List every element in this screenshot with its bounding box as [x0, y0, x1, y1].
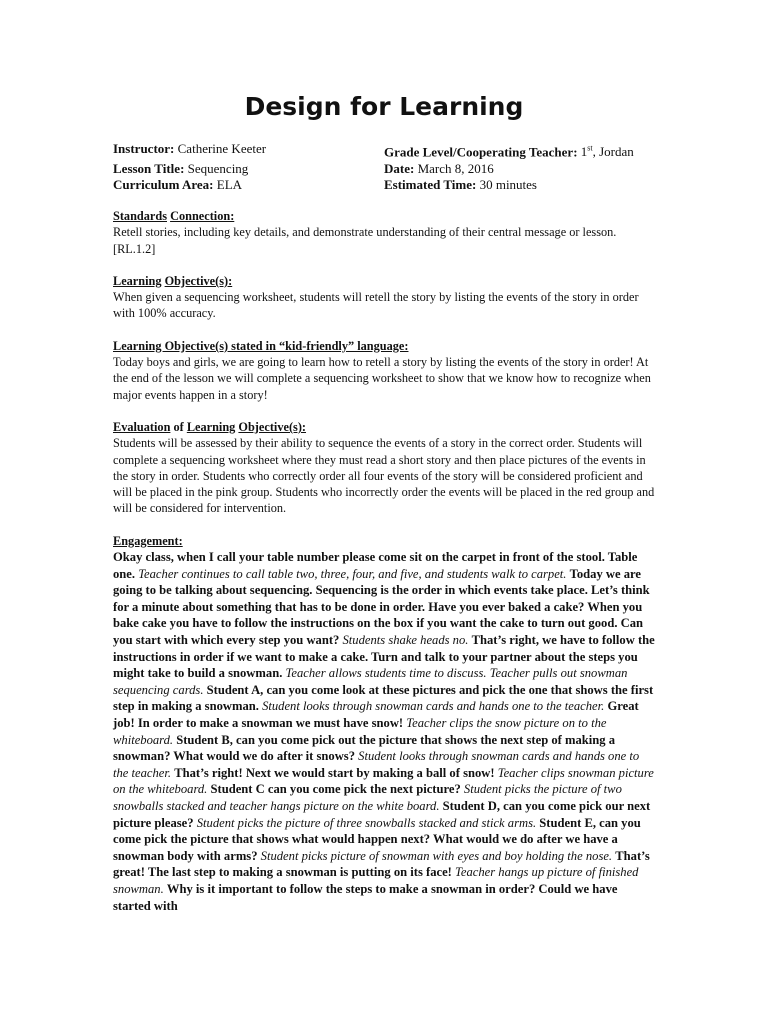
grade-ordinal: st [587, 144, 593, 153]
info-row [113, 141, 653, 161]
stage-direction: Student picks picture of snowman with eyes and boy holding the nose. [260, 848, 613, 863]
stage-direction: Student picks the picture of three snowballs stacked and stick arms. [196, 815, 537, 830]
curriculum-area-value: ELA [216, 177, 243, 193]
stage-direction: Student picks the picture of two snowballs stacked and teacher hangs picture on the white board. [113, 782, 622, 813]
curriculum-area-label: Curriculum Area: [113, 177, 214, 193]
stage-direction: Students shake heads no. [342, 633, 469, 648]
teacher-speech: Why is it important to follow the steps to make a snowman in order? Could we have started with [113, 881, 618, 913]
curriculum-area-field [113, 177, 384, 194]
kid-friendly-text: Today boys and girls, we are going to learn how to retell a story by listing the events of the story in order! At the end of the lesson we will complete a sequencing worksheet to show that we know how to recognize when major events happen in a story! [113, 355, 651, 402]
instructor-field [113, 141, 384, 161]
objectives-section [113, 273, 655, 322]
teacher-speech: That’s great! The last step to making a snowman is putting on its face! [113, 848, 650, 880]
teacher-speech: That’s right! Next we would start by making a ball of snow! [174, 765, 495, 780]
standards-text: Retell stories, including key details, and demonstrate understanding of their central message or lesson. [RL.1.2] [113, 225, 617, 256]
lesson-title-label: Lesson Title: [113, 160, 185, 176]
objectives-heading-word: Objective(s): [164, 273, 233, 288]
instructor-value: Catherine Keeter [177, 141, 267, 156]
estimated-time-value: 30 minutes [479, 177, 537, 193]
teacher-speech: Student C can you come pick the next picture? [210, 782, 461, 797]
evaluation-heading [113, 419, 655, 435]
info-row [113, 177, 653, 194]
document-body [113, 208, 655, 914]
objectives-heading-word: Objective(s): [238, 419, 307, 434]
engagement-section [113, 533, 655, 914]
teacher-speech: Student B, can you come pick out the picture that shows the next step of making a snowman? What would we do after it snows? [113, 732, 616, 764]
instructor-label: Instructor: [113, 141, 175, 156]
objectives-heading [113, 273, 655, 289]
page-title: Design for Learning [244, 92, 524, 121]
engagement-script [113, 549, 655, 914]
grade-value [581, 144, 634, 159]
learning-heading-word: Learning [186, 419, 236, 434]
stage-direction: Student looks through snowman cards and hands one to the teacher. [262, 699, 605, 714]
teacher-speech: Student A, can you come look at these pictures and pick the one that shows the first step in making a snowman. [113, 682, 654, 714]
estimated-time-label: Estimated Time: [384, 177, 477, 193]
teacher-speech: Okay class, when I call your table number please come sit on the carpet in front of the stool. Table one. [113, 550, 638, 581]
teacher-speech: Great job! In order to make a snowman we must have snow! [113, 699, 639, 730]
lesson-info [113, 141, 653, 194]
stage-direction: Teacher clips the snow picture on to the whiteboard. [113, 715, 607, 747]
kid-friendly-section [113, 338, 655, 403]
grade-number: 1 [580, 144, 588, 160]
kid-friendly-heading: Learning Objective(s) stated in “kid-friendly” language: [113, 338, 409, 353]
engagement-heading: Engagement: [113, 533, 183, 548]
info-row [113, 161, 653, 178]
grade-label: Grade Level/Cooperating Teacher: [384, 144, 578, 160]
teacher-speech: That’s right, we have to follow the instructions in order if we want to make a cake. Turn and talk to your partner about the steps you might take to build a snowman. [113, 633, 655, 681]
teacher-speech: Student D, can you come pick our next picture please? [113, 798, 651, 830]
learning-heading-word: Learning [113, 273, 162, 288]
stage-direction: Teacher hangs up picture of finished snowman. [113, 865, 639, 896]
evaluation-section [113, 419, 655, 517]
stage-direction: Teacher clips snowman picture on the whiteboard. [113, 765, 654, 797]
objectives-text: When given a sequencing worksheet, students will retell the story by listing the events of the story in order with 100% accuracy. [113, 290, 639, 321]
date-value: March 8, 2016 [417, 160, 494, 176]
lesson-title-value: Sequencing [187, 160, 249, 176]
of-heading-word: of [170, 419, 187, 434]
estimated-time-field [384, 177, 537, 194]
standards-section [113, 208, 655, 257]
stage-direction: Student looks through snowman cards and hands one to the teacher. [113, 749, 640, 780]
teacher-speech: Today we are going to be talking about sequencing. Sequencing is the order in which events take place. Let’s think for a minute about something that has to be done in order. Have you ever baked a cake? When you bake cake you have to follow the instructions on the box if you want the cake to turn out good. Can you start with which every step you want? [113, 566, 650, 648]
evaluation-text: Students will be assessed by their ability to sequence the events of a story in the correct order. Students will complete a sequencing worksheet where they must read a short story and then place pictures of the events in the story in order. Students who correctly order all four events of the story will be considered proficient and will be placed in the pink group. Students who incorrectly order the events will be placed in the red group and will be considered for intervention. [113, 436, 655, 516]
connection-heading-word: Connection: [170, 209, 235, 223]
standards-heading [113, 208, 655, 224]
grade-field [384, 141, 634, 161]
date-field [384, 161, 494, 178]
stage-direction: Teacher continues to call table two, three, four, and five, and students walk to carpet. [138, 566, 567, 581]
lesson-title-field [113, 161, 384, 178]
grade-teacher: , Jordan [592, 144, 634, 160]
date-label: Date: [384, 160, 415, 176]
teacher-speech: Student E, can you come pick the picture that shows what would happen next? What would we do after we have a snowman body with arms? [113, 815, 641, 863]
standards-heading-word: Standards [113, 209, 167, 223]
evaluation-heading-word: Evaluation [113, 419, 171, 434]
stage-direction: Teacher allows students time to discuss. Teacher pulls out snowman sequencing cards. [113, 666, 628, 697]
